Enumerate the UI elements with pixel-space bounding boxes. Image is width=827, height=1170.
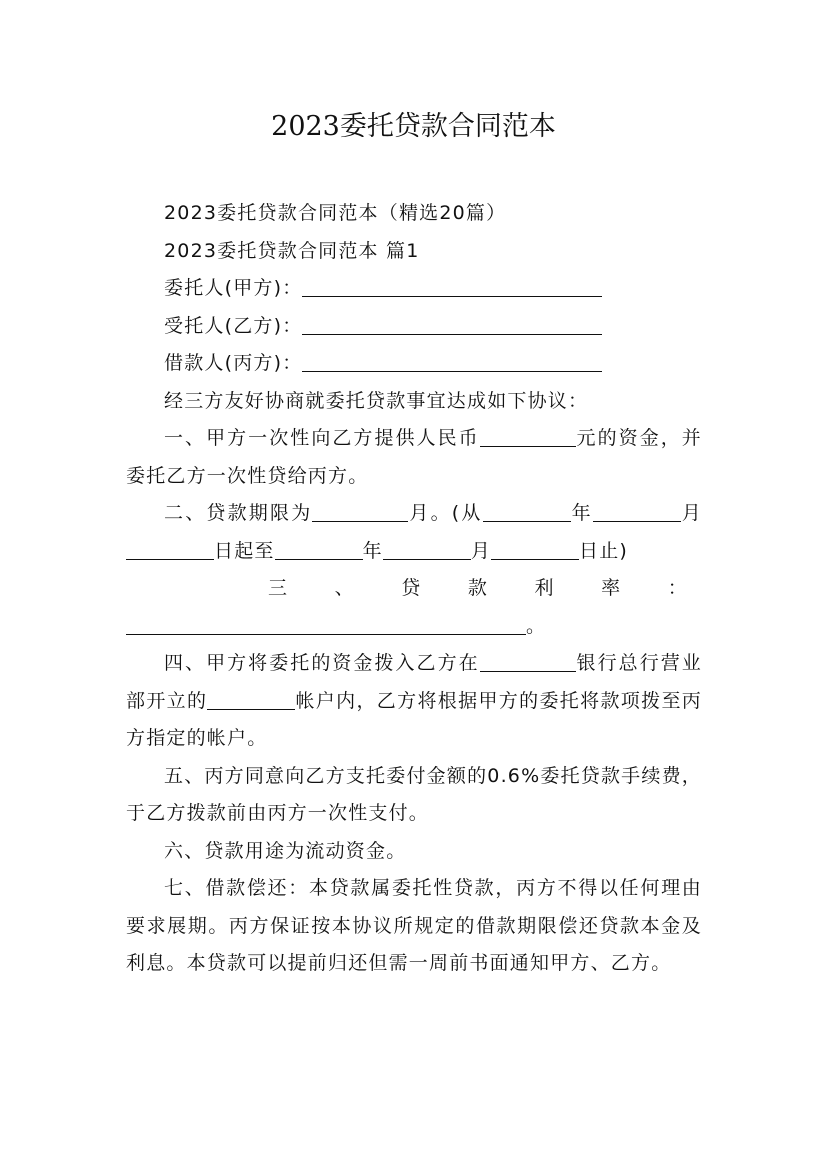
blank-line (126, 535, 214, 560)
clause-4-before: 四、甲方将委托的资金拨入乙方在 (164, 652, 480, 674)
clause-7: 七、借款偿还：本贷款属委托性贷款，丙方不得以任何理由要求展期。丙方保证按本协议所规定的借款期限偿还贷款本金及利息。本贷款可以提前归还但需一周前书面通知甲方、乙方。 (126, 877, 702, 974)
clause-3-end: 。 (526, 614, 547, 637)
blank-line (480, 422, 576, 447)
document-title: 2023委托贷款合同范本 (271, 111, 556, 142)
clause-6: 六、贷款用途为流动资金。 (164, 839, 407, 862)
blank-line (302, 310, 602, 335)
blank-line (275, 535, 363, 560)
blank-line (480, 647, 576, 672)
document-body (126, 195, 702, 983)
clause-2-text: 月 (470, 539, 492, 562)
clause-2-text: 年 (362, 539, 383, 562)
party-entrustor-label: 委托人(甲方)： (164, 277, 303, 299)
clause-2-text: 二、贷款期限为 (164, 502, 313, 524)
section-heading: 2023委托贷款合同范本 篇1 (164, 239, 420, 262)
clause-3-char: 款 (467, 577, 489, 599)
party-borrower (126, 345, 702, 383)
blank-line (126, 610, 526, 635)
blank-line (483, 497, 571, 522)
clause-4-middle: 银行总行营业部开立的 (126, 652, 702, 712)
clause-1 (126, 420, 702, 495)
clause-3-heading (126, 570, 702, 608)
clause-4-after: 帐户内，乙方将根据甲方的委托将款项拨至丙方指定的帐户。 (126, 689, 702, 749)
intro-paragraph: 经三方友好协商就委托贷款事宜达成如下协议： (164, 389, 589, 412)
clause-2 (126, 495, 702, 570)
blank-line (302, 347, 602, 372)
blank-line (207, 685, 295, 710)
clause-5: 五、丙方同意向乙方支托委付金额的0.6%委托贷款手续费，于乙方拨款前由丙方一次性支付。 (126, 764, 702, 824)
clause-3-char: 、 (334, 577, 355, 599)
clause-3-char: 三 (268, 577, 289, 599)
clause-1-before: 一、甲方一次性向乙方提供人民币 (164, 427, 480, 449)
clause-2-text: 日起至 (214, 539, 275, 562)
blank-line (383, 535, 471, 560)
blank-line (491, 535, 579, 560)
clause-2-text: 年 (570, 502, 593, 524)
subtitle: 2023委托贷款合同范本（精选20篇） (164, 202, 507, 224)
clause-2-text: 日止) (579, 539, 629, 562)
clause-2-text: 月 (680, 502, 702, 524)
clause-4 (126, 645, 702, 758)
clause-3-line (126, 608, 702, 646)
clause-3-char: 利 (534, 577, 555, 599)
blank-line (302, 272, 602, 297)
blank-line (312, 497, 408, 522)
clause-3-char: ： (667, 577, 688, 599)
blank-line (593, 497, 681, 522)
party-entrustor (126, 270, 702, 308)
clause-1-after: 元的资金，并委托乙方一次性贷给丙方。 (126, 427, 702, 487)
clause-2-text: 月。(从 (408, 502, 483, 524)
clause-3-char: 贷 (401, 577, 422, 599)
party-trustee (126, 308, 702, 346)
party-borrower-label: 借款人(丙方)： (164, 352, 303, 374)
clause-3-char: 率 (601, 577, 622, 599)
party-trustee-label: 受托人(乙方)： (164, 314, 303, 337)
